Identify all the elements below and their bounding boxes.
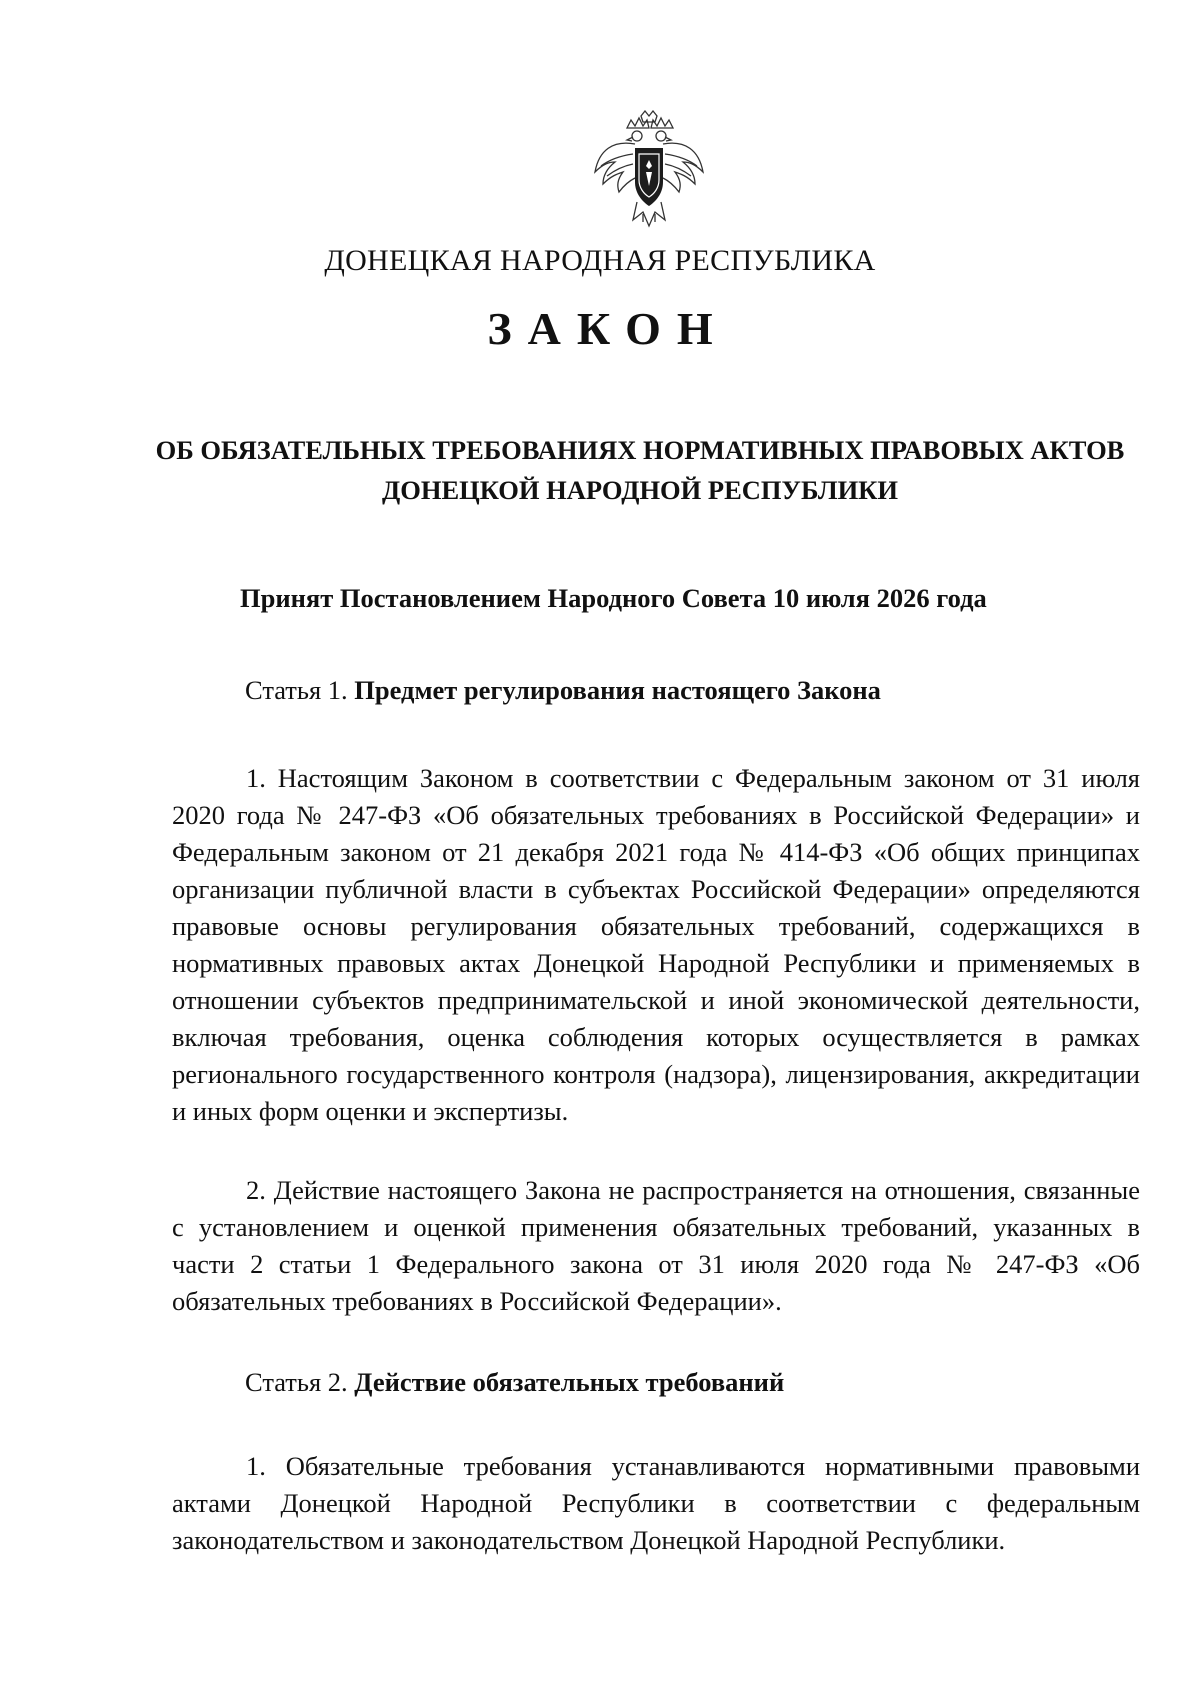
- document-type: ЗАКОН: [487, 303, 729, 354]
- article-paragraph: 1. Настоящим Законом в соответствии с Федеральным законом от 31 июля 2020 года № 247-ФЗ «Об обязательных требованиях в Российской Федерации» и Федеральным законом от 21 декабря 2021 года № 414-ФЗ «Об общих принципах организации публичной власти в субъектах Российской Федерации» определяются правовые основы регулирования обязательных требований, содержащихся в нормативных правовых актах Донецкой Народной Республики и применяемых в отношении субъектов предпринимательской и иной экономической деятельности, включая требования, оценка соблюдения которых осуществляется в рамках регионального государственного контроля (надзора), лицензирования, аккредитации и иных форм оценки и экспертизы.: [172, 763, 1140, 1126]
- article-label: Статья 1.: [245, 675, 355, 705]
- country-name: ДОНЕЦКАЯ НАРОДНАЯ РЕСПУБЛИКА: [324, 244, 876, 277]
- article-title: Предмет регулирования настоящего Закона: [354, 675, 881, 705]
- article-heading: [245, 1364, 784, 1400]
- law-title: ОБ ОБЯЗАТЕЛЬНЫХ ТРЕБОВАНИЯХ НОРМАТИВНЫХ ПРАВОВЫХ АКТОВ ДОНЕЦКОЙ НАРОДНОЙ РЕСПУБЛИКИ: [155, 435, 1125, 505]
- article-paragraph: 1. Обязательные требования устанавливаются нормативными правовыми актами Донецкой Народной Республики в соответствии с федеральным законодательством и законодательством Донецкой Народной Республики.: [172, 1451, 1140, 1555]
- article-heading: [245, 672, 881, 708]
- article-label: Статья 2.: [245, 1367, 355, 1397]
- article-title: Действие обязательных требований: [354, 1367, 785, 1397]
- article-paragraph: 2. Действие настоящего Закона не распространяется на отношения, связанные с установлением и оценкой применения обязательных требований, указанных в части 2 статьи 1 Федерального закона от 31 июля 2020 года № 247-ФЗ «Об обязательных требованиях в Российской Федерации».: [172, 1175, 1140, 1316]
- adoption-line: Принят Постановлением Народного Совета 10 июля 2026 года: [240, 583, 987, 613]
- coat-of-arms-icon: [593, 110, 705, 228]
